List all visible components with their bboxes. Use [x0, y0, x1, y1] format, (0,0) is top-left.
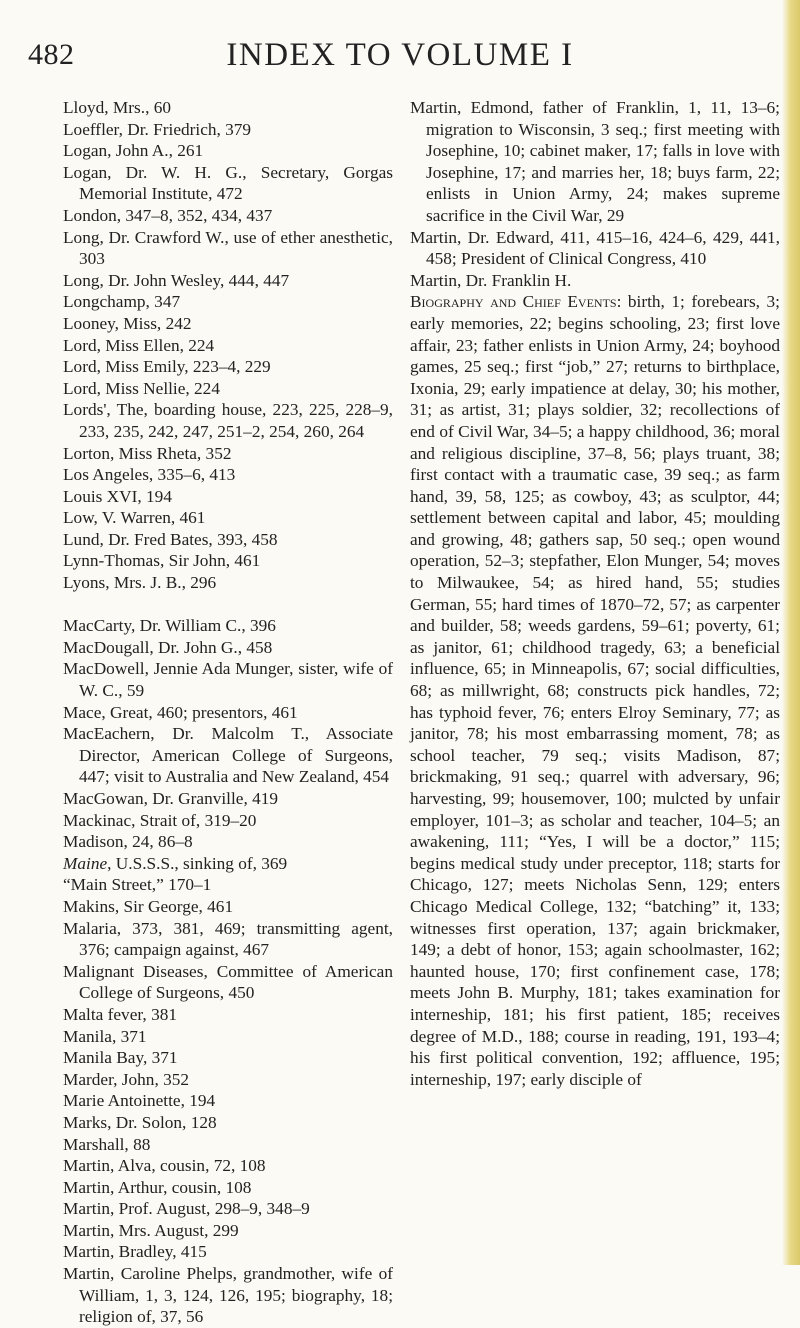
- index-entry: [63, 788, 393, 810]
- index-entry: [63, 529, 393, 551]
- index-entry-text: Lord, Miss Emily, 223–4, 229: [63, 357, 271, 377]
- running-head: INDEX TO VOLUME I: [226, 37, 574, 73]
- index-entry: [63, 1026, 393, 1048]
- index-entry-text: Mace, Great, 460; presentors, 461: [63, 702, 298, 722]
- index-entry-text: Makins, Sir George, 461: [63, 896, 234, 916]
- index-entry-text: Martin, Prof. August, 298–9, 348–9: [63, 1199, 310, 1219]
- index-entry-text: Malaria, 373, 381, 469; transmitting agent, 376; campaign against, 467: [63, 918, 393, 960]
- index-entry: [63, 205, 393, 227]
- index-entry-text: MacDougall, Dr. John G., 458: [63, 637, 273, 657]
- index-entry-text: “Main Street,” 170–1: [63, 875, 212, 895]
- index-entry: [63, 1155, 393, 1177]
- index-entry-text: Lords', The, boarding house, 223, 225, 228–9, 233, 235, 242, 247, 251–2, 254, 260, 264: [63, 400, 393, 441]
- index-entry-text: Low, V. Warren, 461: [63, 508, 206, 528]
- index-entry-text: Long, Dr. Crawford W., use of ether anesthetic, 303: [63, 227, 393, 269]
- index-entry-text: Martin, Alva, cousin, 72, 108: [63, 1156, 266, 1176]
- index-entry-text: MacCarty, Dr. William C., 396: [63, 616, 276, 636]
- index-entry: [63, 356, 393, 378]
- index-entry: Martin, Edmond, father of Franklin, 1, 11, 13–6; migration to Wisconsin, 3 seq.; first meeting with Josephine, 10; cabinet maker, 17; falls in love with Josephine, 17; and marries her, 18; buys farm, 22; enlists in Union Army, 24; makes supreme sacrifice in the Civil War, 29: [410, 98, 780, 225]
- index-entry-text: Marder, John, 352: [63, 1069, 190, 1089]
- index-entry: [63, 572, 393, 594]
- index-entry-text: Martin, Mrs. August, 299: [63, 1220, 239, 1240]
- index-entry-text: Lynn-Thomas, Sir John, 461: [63, 551, 261, 571]
- index-entry-text: Lord, Miss Nellie, 224: [63, 378, 220, 398]
- index-entry: [63, 1134, 393, 1156]
- index-entry: [63, 1263, 393, 1328]
- index-entry: [63, 399, 393, 442]
- index-entry-text: MacDowell, Jennie Ada Munger, sister, wife of W. C., 59: [63, 659, 393, 701]
- index-entry-text: Malignant Diseases, Committee of American College of Surgeons, 450: [63, 961, 393, 1003]
- page-edge: [782, 0, 800, 1265]
- index-entry: [63, 378, 393, 400]
- index-entry: [63, 810, 393, 832]
- index-entry: [63, 702, 393, 724]
- index-entry: [63, 1047, 393, 1069]
- index-entry-text: Lyons, Mrs. J. B., 296: [63, 573, 217, 593]
- index-entry: [63, 550, 393, 572]
- index-column-left: [63, 97, 393, 1328]
- index-entry: [63, 119, 393, 141]
- index-entry-text: Martin, Bradley, 415: [63, 1242, 207, 1262]
- index-entry: [63, 658, 393, 701]
- index-entry: [63, 615, 393, 637]
- index-entry: [63, 1241, 393, 1263]
- index-entry: [63, 831, 393, 853]
- index-entry: [63, 464, 393, 486]
- index-entry: [63, 291, 393, 313]
- index-entry: [63, 961, 393, 1004]
- index-entry: [63, 270, 393, 292]
- index-entry-text: MacEachern, Dr. Malcolm T., Associate Director, American College of Surgeons, 447; visit to Australia and New Zealand, 454: [63, 724, 393, 787]
- index-entry-text: Lorton, Miss Rheta, 352: [63, 443, 232, 463]
- index-entry: [63, 97, 393, 119]
- index-entry: [63, 1220, 393, 1242]
- index-entry-text: Malta fever, 381: [63, 1004, 177, 1024]
- index-entry-text: London, 347–8, 352, 434, 437: [63, 205, 273, 225]
- index-entry-text: Marks, Dr. Solon, 128: [63, 1112, 217, 1132]
- index-entry-text: Mackinac, Strait of, 319–20: [63, 810, 257, 830]
- index-entry-text: Marshall, 88: [63, 1134, 151, 1154]
- index-entry: [63, 443, 393, 465]
- index-column-right: [410, 97, 780, 1090]
- index-entry-text: Lloyd, Mrs., 60: [63, 98, 172, 117]
- index-entry-text: Long, Dr. John Wesley, 444, 447: [63, 270, 290, 290]
- index-entry-text: Lord, Miss Ellen, 224: [63, 335, 215, 355]
- index-entry: [63, 486, 393, 508]
- index-entry: [63, 1177, 393, 1199]
- index-entry-italic: Maine: [63, 853, 108, 873]
- index-entry-text: Martin, Caroline Phelps, grandmother, wife of William, 1, 3, 124, 126, 195; biography, 18; religion of, 37, 56: [63, 1264, 393, 1327]
- biography-text: birth, 1; forebears, 3; early memories, 22; begins schooling, 23; first love affair, 23; father enlists in Union Army, 24; boyhood games, 25 seq.; first “job,” 27; returns to birthplace, Ixonia, 29; early impatience at delay, 30; his mother, 31; as artist, 31; plays soldier, 32; recollections of end of Civil War, 34–5; a happy childhood, 36; moral and religious discipline, 37–8, 56; plays truant, 38; first contact with a traumatic case, 39 seq.; as farm hand, 39, 58, 125; as cowboy, 43; as sculptor, 44; settlement between capital and labor, 45; moulding and growing, 48; gathers sap, 50 seq.; open wound operation, 52–3; stepfather, Elon Munger, 54; moves to Milwaukee, 54; as hired hand, 55; studies German, 55; hard times of 1870–72, 57; as carpenter and builder, 58; weeds gardens, 59–61; poverty, 61; as janitor, 61; childhood tragedy, 63; a beneficial influence, 65; in Minneapolis, 67; social difficulties, 68; as millwright, 68; constructs pick handles, 72; has typhoid fever, 76; enters Elroy Seminary, 77; as janitor, 78; his most embarrassing moment, 78; as school teacher, 79 seq.; visits Madison, 87; brickmaking, 91 seq.; quarrel with adversary, 96; harvesting, 99; housemover, 100; mulcted by unfair employer, 101–3; as scholar and teacher, 104–5; an awakening, 111; “Yes, I will be a doctor,” 115; begins medical study under preceptor, 118; starts for Chicago, 127; meets Nicholas Senn, 129; enters Chicago Medical College, 132; “batching” it, 133; witnesses first operation, 137; again brickmaker, 149; a debt of honor, 153; again schoolmaster, 162; haunted house, 170; first confinement case, 178; meets John B. Murphy, 181; takes examination for interneship, 181; his first patient, 185; receives degree of M.D., 188; course in reading, 191, 193–4; his first political convention, 192; affluence, 195; interneship, 197; early disciple of: [410, 292, 780, 1089]
- page-number: 482: [28, 38, 75, 71]
- index-entry: Martin, Dr. Edward, 411, 415–16, 424–6, 429, 441, 458; President of Clinical Congress, 410: [410, 227, 780, 269]
- index-entry: Martin, Dr. Franklin H.: [410, 270, 572, 290]
- index-entry-text: Manila Bay, 371: [63, 1048, 178, 1068]
- index-entry: [63, 853, 393, 875]
- index-entry-text: Louis XVI, 194: [63, 486, 172, 506]
- index-entry: [63, 637, 393, 659]
- index-entry-text: Madison, 24, 86–8: [63, 832, 193, 852]
- index-entry: [63, 227, 393, 270]
- biography-paragraph: [410, 291, 780, 1090]
- index-entry: [63, 874, 393, 896]
- index-entry-text: MacGowan, Dr. Granville, 419: [63, 789, 279, 808]
- index-entry-text: Lund, Dr. Fred Bates, 393, 458: [63, 529, 278, 549]
- index-entry-text: Marie Antoinette, 194: [63, 1091, 216, 1111]
- index-entry: [63, 918, 393, 961]
- index-entry: [63, 1004, 393, 1026]
- index-entry-text: Logan, Dr. W. H. G., Secretary, Gorgas Memorial Institute, 472: [63, 162, 393, 204]
- index-entry: [63, 1090, 393, 1112]
- index-entry-text: Longchamp, 347: [63, 292, 181, 312]
- index-entry: [63, 313, 393, 335]
- index-entry-text: Martin, Arthur, cousin, 108: [63, 1177, 252, 1197]
- index-entry: [63, 896, 393, 918]
- index-entry-text: Looney, Miss, 242: [63, 313, 192, 333]
- index-entry: [63, 723, 393, 788]
- index-entry: [63, 507, 393, 529]
- index-entry: [63, 162, 393, 205]
- index-entry: [63, 1069, 393, 1091]
- index-entry-text: Los Angeles, 335–6, 413: [63, 465, 236, 485]
- biography-heading: Biography and Chief Events:: [410, 292, 622, 312]
- index-entry: [63, 140, 393, 162]
- index-entry-text: Loeffler, Dr. Friedrich, 379: [63, 119, 252, 139]
- index-entry-text: , U.S.S.S., sinking of, 369: [107, 853, 288, 873]
- index-entry-text: Manila, 371: [63, 1026, 147, 1046]
- index-entry: [63, 1112, 393, 1134]
- index-entry-text: Logan, John A., 261: [63, 141, 204, 161]
- index-entry: [63, 1198, 393, 1220]
- index-entry: [63, 335, 393, 357]
